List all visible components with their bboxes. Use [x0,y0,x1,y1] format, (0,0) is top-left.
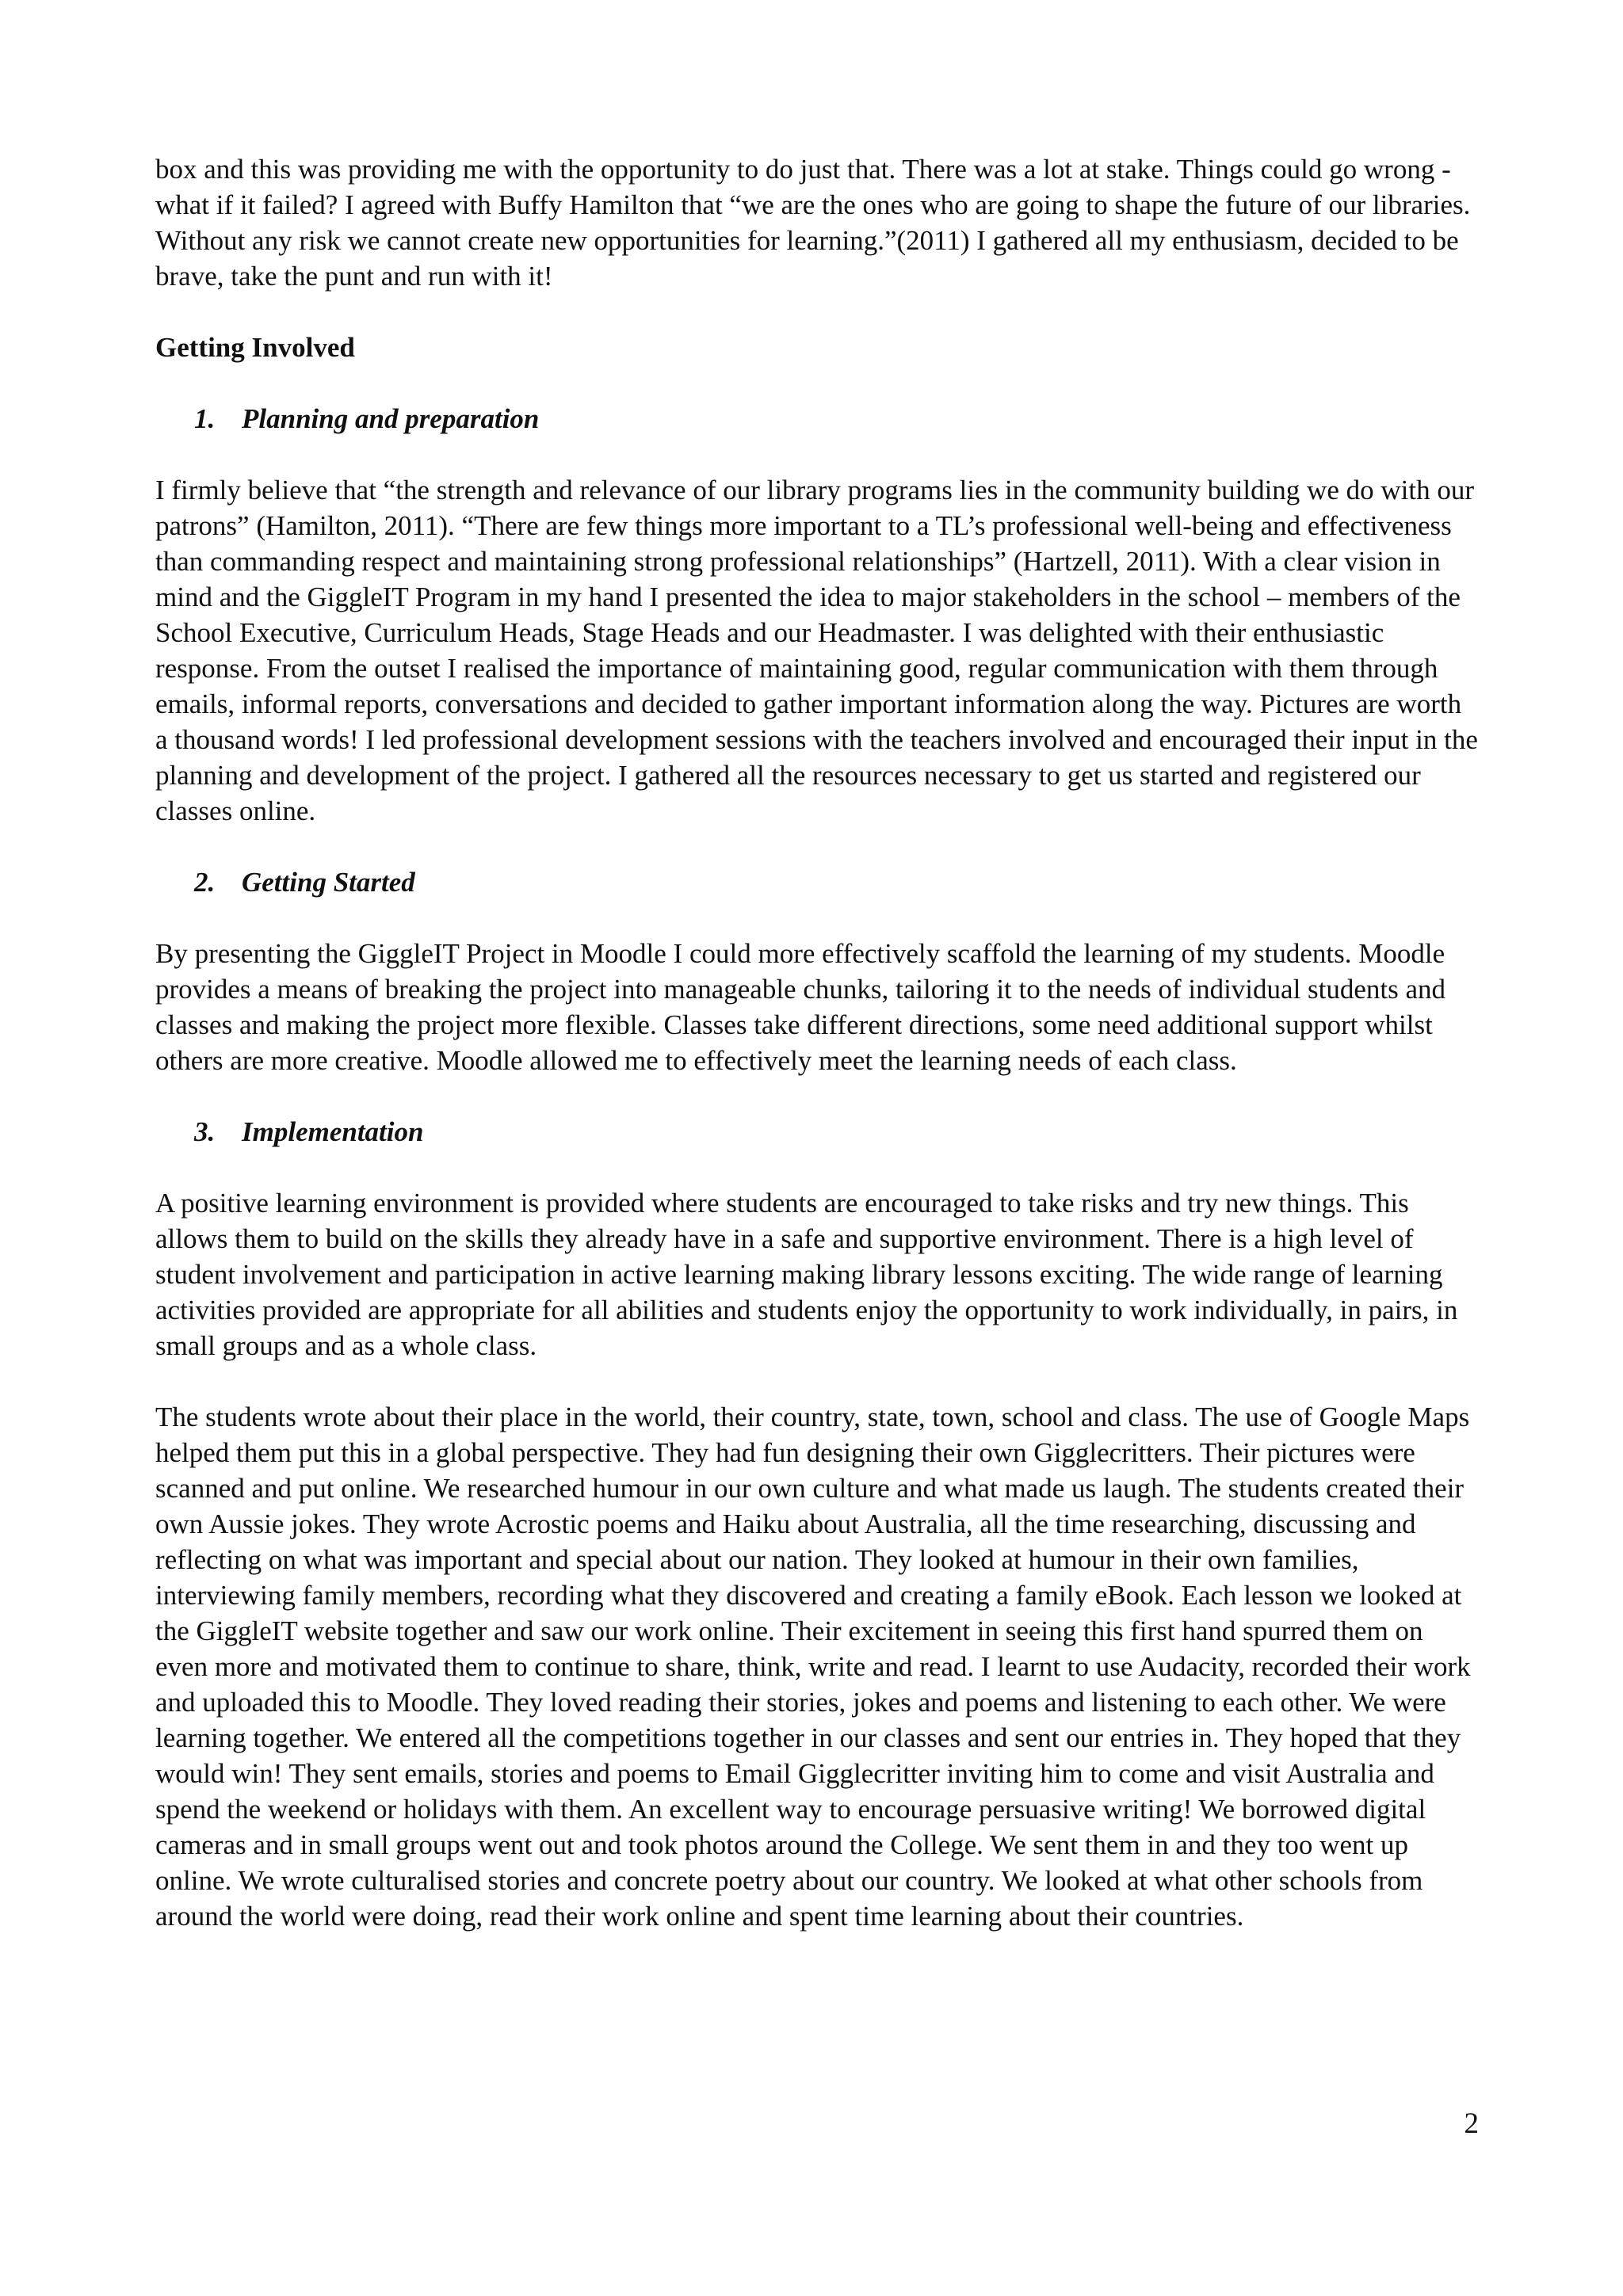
subsection-number: 1. [194,403,216,434]
page-number: 2 [1464,2107,1479,2140]
document-body [155,151,1479,1970]
section-heading: Getting Involved [155,332,355,363]
subsection-heading-getting-started [194,864,1479,900]
subsection-title: Planning and preparation [242,403,540,434]
implementation-paragraph-1: A positive learning environment is provided where students are encouraged to take risks and try new things. This allows them to build on the skills they already have in a safe and supportive environment. There is a high level of student involvement and participation in active learning making library lessons exciting. The wide range of learning activities provided are appropriate for all abilities and students enjoy the opportunity to work individually, in pairs, in small groups and as a whole class. [155,1188,1458,1361]
subsection-heading-implementation [194,1114,1479,1150]
intro-paragraph: box and this was providing me with the opportunity to do just that. There was a lot at stake. Things could go wrong - what if it failed? I agreed with Buffy Hamilton that “we are the ones who are going to shape the future of our libraries. Without any risk we cannot create new opportunities for learning.”(2011) I gathered all my enthusiasm, decided to be brave, take the punt and run with it! [155,154,1471,292]
implementation-paragraph-2: The students wrote about their place in the world, their country, state, town, school and class. The use of Google Maps helped them put this in a global perspective. They had fun designing their own Gigglecritters. Their pictures were scanned and put online. We researched humour in our own culture and what made us laugh. The students created their own Aussie jokes. They wrote Acrostic poems and Haiku about Australia, all the time researching, discussing and reflecting on what was important and special about our nation. They looked at humour in their own families, interviewing family members, recording what they discovered and creating a family eBook. Each lesson we looked at the GiggleIT website together and saw our work online. Their excitement in seeing this first hand spurred them on even more and motivated them to continue to share, think, write and read. I learnt to use Audacity, recorded their work and uploaded this to Moodle. They loved reading their stories, jokes and poems and listening to each other. We were learning together. We entered all the competitions together in our classes and sent our entries in. They hoped that they would win! They sent emails, stories and poems to Email Gigglecritter inviting him to come and visit Australia and spend the weekend or holidays with them. An excellent way to encourage persuasive writing! We borrowed digital cameras and in small groups went out and took photos around the College. We sent them in and they too went up online. We wrote culturalised stories and concrete poetry about our country. We looked at what other schools from around the world were doing, read their work online and spent time learning about their countries. [155,1402,1471,1932]
subsection-title: Implementation [242,1116,424,1147]
subsection-heading-planning [194,401,1479,437]
subsection-number: 2. [194,867,216,898]
subsection-number: 3. [194,1116,216,1147]
subsection-title: Getting Started [242,867,415,898]
planning-paragraph: I firmly believe that “the strength and relevance of our library programs lies in the community building we do with our patrons” (Hamilton, 2011). “There are few things more important to a TL’s professional well-being and effectiveness than commanding respect and maintaining strong professional relationships” (Hartzell, 2011). With a clear vision in mind and the GiggleIT Program in my hand I presented the idea to major stakeholders in the school – members of the School Executive, Curriculum Heads, Stage Heads and our Headmaster. I was delighted with their enthusiastic response. From the outset I realised the importance of maintaining good, regular communication with them through emails, informal reports, conversations and decided to gather important information along the way. Pictures are worth a thousand words! I led professional development sessions with the teachers involved and encouraged their input in the planning and development of the project. I gathered all the resources necessary to get us started and registered our classes online. [155,475,1478,826]
getting-started-paragraph: By presenting the GiggleIT Project in Moodle I could more effectively scaffold the learning of my students. Moodle provides a means of breaking the project into manageable chunks, tailoring it to the needs of individual students and classes and making the project more flexible. Classes take different directions, some need additional support whilst others are more creative. Moodle allowed me to effectively meet the learning needs of each class. [155,938,1446,1076]
